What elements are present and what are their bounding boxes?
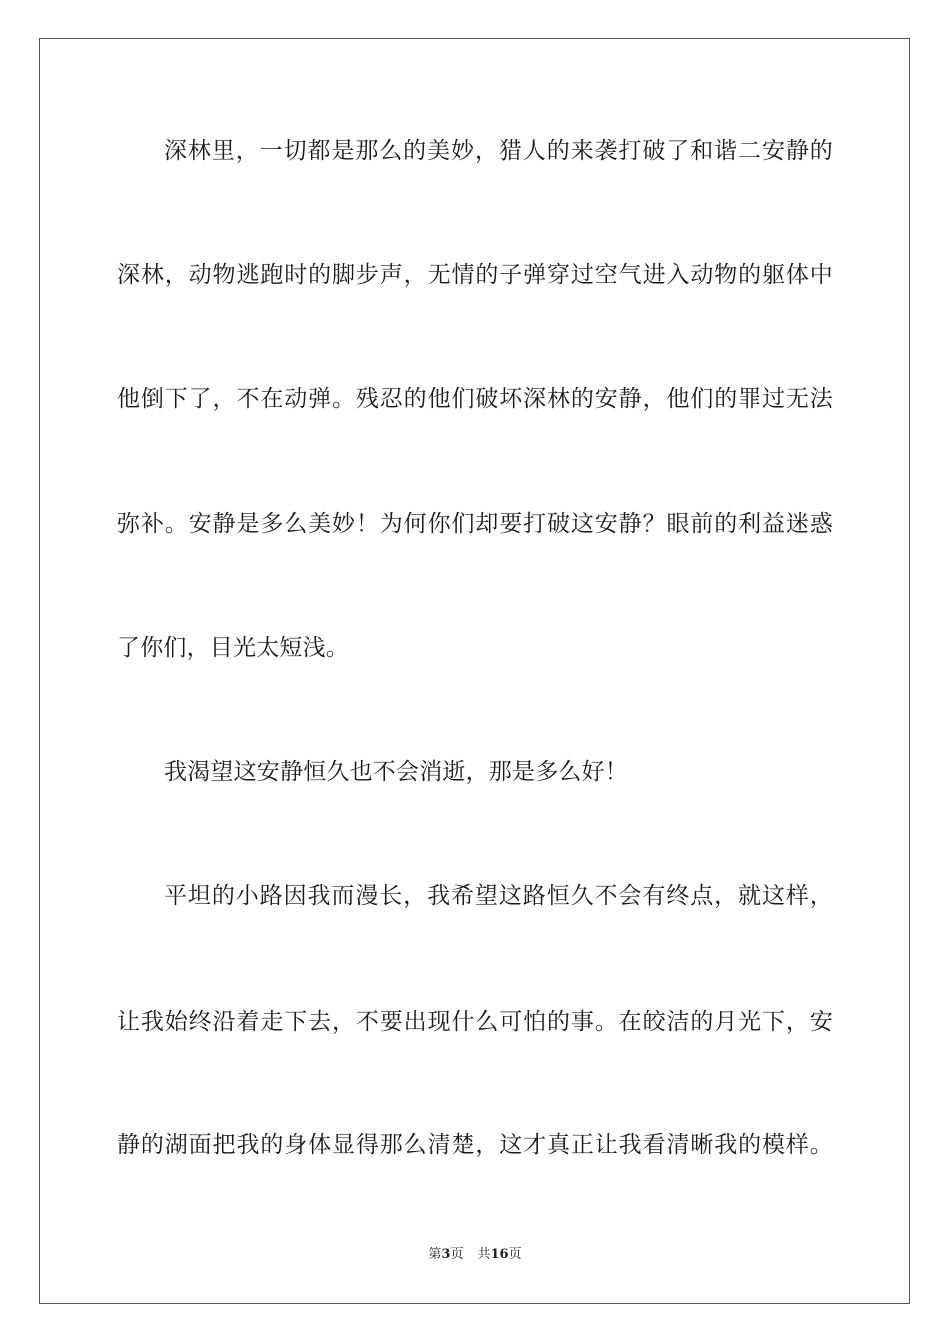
paragraph-line: 他倒下了，不在动弹。残忍的他们破坏深林的安静，他们的罪过无法 bbox=[117, 386, 833, 412]
total-pages: 16 bbox=[490, 1247, 509, 1262]
paragraph-line: 了你们，目光太短浅。 bbox=[117, 635, 349, 661]
paragraph-line: 深林里，一切都是那么的美妙，猎人的来袭打破了和谐二安静的 bbox=[164, 138, 833, 164]
page-footer bbox=[0, 1246, 950, 1264]
paragraph-line: 深林，动物逃跑时的脚步声，无情的子弹穿过空气进入动物的躯体中 bbox=[117, 262, 833, 288]
page-frame bbox=[39, 38, 910, 1304]
total-pages-suffix: 页 bbox=[508, 1247, 522, 1262]
page-number: 3 bbox=[441, 1247, 451, 1262]
paragraph-line: 平坦的小路因我而漫长，我希望这路恒久不会有终点，就这样， bbox=[164, 883, 833, 909]
page-number-suffix: 页 bbox=[450, 1247, 464, 1262]
paragraph-line: 静的湖面把我的身体显得那么清楚，这才真正让我看清晰我的模样。 bbox=[117, 1132, 833, 1158]
page-number-prefix: 第 bbox=[428, 1247, 442, 1262]
paragraph-line: 我渴望这安静恒久也不会消逝，那是多么好！ bbox=[164, 759, 628, 785]
total-pages-prefix: 共 bbox=[477, 1247, 491, 1262]
paragraph-line: 让我始终沿着走下去，不要出现什么可怕的事。在皎洁的月光下，安 bbox=[117, 1009, 833, 1035]
paragraph-line: 弥补。安静是多么美妙！为何你们却要打破这安静？眼前的利益迷惑 bbox=[117, 511, 833, 537]
